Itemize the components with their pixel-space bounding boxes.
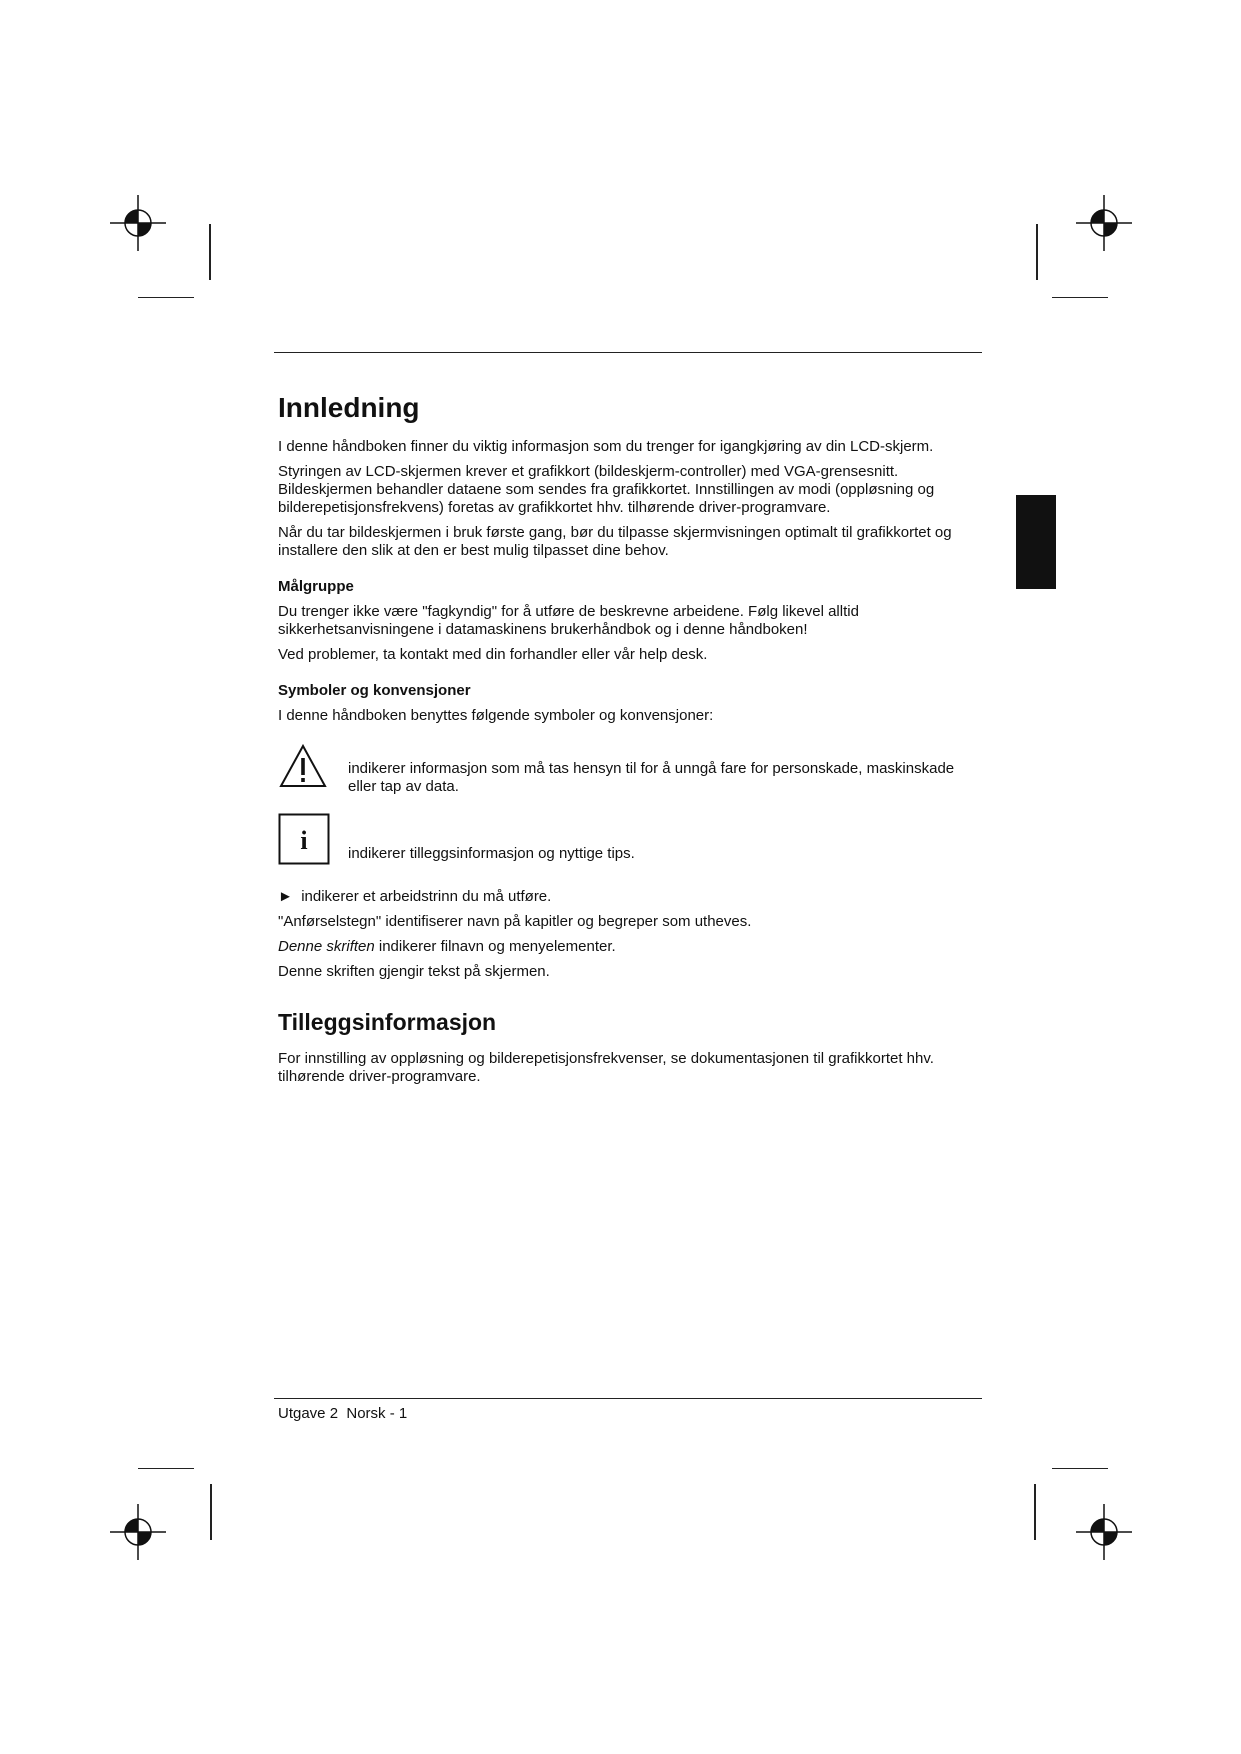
step-convention: [278, 888, 978, 906]
step-arrow-icon: ►: [278, 888, 293, 905]
quotes-convention: "Anførselstegn" identifiserer navn på kapitler og begreper som utheves.: [278, 913, 752, 930]
header-rule: [274, 352, 982, 353]
info-icon: [278, 813, 330, 865]
chapter-tab-marker: [1016, 495, 1056, 589]
section-heading-target-group: Målgruppe: [278, 578, 354, 595]
intro-paragraph-2: Styringen av LCD-skjermen krever et grafikkort (bildeskjerm-controller) med VGA-grensesnitt. Bildeskjermen behandler dataene som sendes fra grafikkortet. Innstillingen av modi (oppløsning og bilderepetisjonsfrekvens) foretas av grafikkortet hhv. tilhørende driver-programvare.: [278, 463, 935, 516]
section-heading-additional-info: Tilleggsinformasjon: [278, 1009, 497, 1035]
footer-page-label: Utgave 2 Norsk - 1: [278, 1405, 408, 1422]
additional-info-paragraph: For innstilling av oppløsning og bilderepetisjonsfrekvenser, se dokumentasjonen til grafikkortet hhv. tilhørende driver-programvare.: [278, 1050, 934, 1085]
italic-description: indikerer filnavn og menyelementer.: [374, 938, 616, 955]
crop-line: [1036, 224, 1038, 280]
warning-triangle-icon: [278, 743, 328, 789]
crop-line: [1034, 1484, 1036, 1540]
registration-mark-icon: [108, 193, 168, 253]
screen-text-convention: Denne skriften gjengir tekst på skjermen.: [278, 963, 550, 980]
section-heading-symbols: Symboler og konvensjoner: [278, 682, 471, 699]
footer-rule: [274, 1398, 982, 1399]
crop-line: [210, 1484, 212, 1540]
registration-mark-icon: [108, 1502, 168, 1562]
intro-paragraph-1: I denne håndboken finner du viktig informasjon som du trenger for igangkjøring av din LCD-skjerm.: [278, 438, 934, 455]
info-description: indikerer tilleggsinformasjon og nyttige tips.: [348, 845, 635, 862]
registration-mark-icon: [1074, 1502, 1134, 1562]
italic-example: Denne skriften: [278, 938, 375, 955]
crop-line: [138, 297, 194, 298]
crop-line: [138, 1468, 194, 1469]
warning-description: indikerer informasjon som må tas hensyn til for å unngå fare for personskade, maskinskade eller tap av data.: [348, 760, 955, 795]
registration-mark-icon: [1074, 193, 1134, 253]
svg-text:i: i: [300, 826, 308, 855]
crop-line: [1052, 1468, 1108, 1469]
intro-paragraph-3: Når du tar bildeskjermen i bruk første gang, bør du tilpasse skjermvisningen optimalt til grafikkortet og installere den slik at den er best mulig tilpasset dine behov.: [278, 524, 952, 559]
step-description: indikerer et arbeidstrinn du må utføre.: [301, 888, 552, 905]
page-title: Innledning: [278, 392, 420, 423]
italic-convention: [278, 938, 978, 956]
target-group-paragraph-2: Ved problemer, ta kontakt med din forhandler eller vår help desk.: [278, 646, 708, 663]
symbols-intro: I denne håndboken benyttes følgende symboler og konvensjoner:: [278, 707, 714, 724]
crop-line: [1052, 297, 1108, 298]
crop-line: [209, 224, 211, 280]
target-group-paragraph-1: Du trenger ikke være "fagkyndig" for å utføre de beskrevne arbeidene. Følg likevel alltid sikkerhetsanvisningene i datamaskinens brukerhåndbok og i denne håndboken!: [278, 603, 859, 638]
